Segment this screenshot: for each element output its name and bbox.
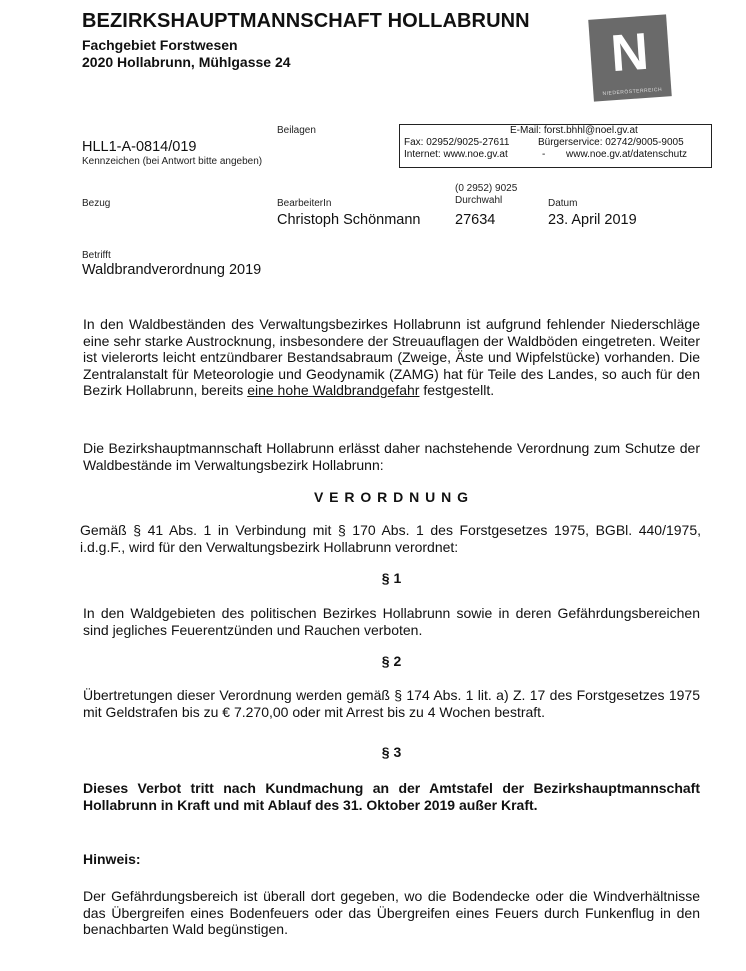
contact-datenschutz: www.noe.gv.at/datenschutz <box>566 149 687 160</box>
hinweis-heading: Hinweis: <box>83 851 141 867</box>
noe-logo-icon <box>588 14 672 101</box>
section-2-heading: § 2 <box>381 653 402 669</box>
hinweis-text: Der Gefährdungsbereich ist überall dort gegeben, wo die Bodendecke oder die Windverhältnisse das Übergreifen eines Bodenfeuers oder das Übergreifen eines Feuers durch Funkenflug in den benachbarten Wald begünstigen. <box>83 888 700 937</box>
kennzeichen-value: HLL1-A-0814/019 <box>82 139 197 155</box>
intro-text: In den Waldbeständen des Verwaltungsbezirkes Hollabrunn ist aufgrund fehlender Niederschläge eine sehr starke Austrocknung, insbesondere der Streuauflagen der Waldböden eingetreten. Weiter ist vielerorts leicht entzündbarer Bestandsabraum (Zweige, Äste und Wipfelstücke) vorhanden. Die Zentralanstalt für Meteorologie und Geodynamik (ZAMG) hat für Teile des Landes, so auch für den Bezirk Hollabrunn, bereits <box>83 316 700 398</box>
contact-internet: Internet: www.noe.gv.at <box>404 149 508 160</box>
intro-end: festgestellt. <box>419 382 495 398</box>
datum-label: Datum <box>548 198 578 209</box>
section-3-text: Dieses Verbot tritt nach Kundmachung an der Amtstafel der Bezirkshauptmannschaft Hollabrunn in Kraft und mit Ablauf des 31. Oktober 2019 außer Kraft. <box>83 780 700 813</box>
logo-caption: NIEDERÖSTERREICH <box>602 86 663 97</box>
verordnung-heading: V E R O R D N U N G <box>313 489 470 505</box>
durchwahl-label: Durchwahl <box>455 195 503 206</box>
logo-letter: N <box>608 22 651 84</box>
authority-title: BEZIRKSHAUPTMANNSCHAFT HOLLABRUNN <box>82 10 530 32</box>
section-3-heading: § 3 <box>381 744 402 760</box>
betrifft-label: Betrifft <box>82 250 111 261</box>
intro-paragraph <box>83 316 700 399</box>
bearbeiter-value: Christoph Schönmann <box>277 212 421 228</box>
durchwahl-value: 27634 <box>455 212 496 228</box>
contact-box <box>399 124 712 168</box>
contact-buergerservice: Bürgerservice: 02742/9005-9005 <box>538 137 684 148</box>
gemaess-paragraph: Gemäß § 41 Abs. 1 in Verbindung mit § 170 Abs. 1 des Forstgesetzes 1975, BGBl. 440/1975, i.d.g.F., wird für den Verwaltungsbezirk Hollabrunn verordnet: <box>80 522 701 555</box>
bearbeiter-label: BearbeiterIn <box>277 198 332 209</box>
phone-prefix: (0 2952) 9025 <box>455 183 518 194</box>
section-2-text: Übertretungen dieser Verordnung werden gemäß § 174 Abs. 1 lit. a) Z. 17 des Forstgesetzes 1975 mit Geldstrafen bis zu € 7.270,00 oder mit Arrest bis zu 4 Wochen bestraft. <box>83 687 700 720</box>
department-name: Fachgebiet Forstwesen <box>82 37 238 53</box>
betrifft-value: Waldbrandverordnung 2019 <box>82 262 262 278</box>
intro-underlined: eine hohe Waldbrandgefahr <box>247 382 420 398</box>
datum-value: 23. April 2019 <box>548 212 637 228</box>
section-1-text: In den Waldgebieten des politischen Bezirkes Hollabrunn sowie in deren Gefährdungsbereichen sind jegliches Feuerentzünden und Rauchen verboten. <box>83 605 700 638</box>
contact-fax: Fax: 02952/9025-27611 <box>404 137 510 148</box>
intro2-paragraph: Die Bezirkshauptmannschaft Hollabrunn erlässt daher nachstehende Verordnung zum Schutze der Waldbestände im Verwaltungsbezirk Hollabrunn: <box>83 440 700 473</box>
bezug-label: Bezug <box>82 198 111 209</box>
beilagen-label: Beilagen <box>277 125 316 136</box>
contact-email: E-Mail: forst.bhhl@noel.gv.at <box>510 125 638 136</box>
kennzeichen-label: Kennzeichen (bei Antwort bitte angeben) <box>82 156 263 167</box>
authority-address: 2020 Hollabrunn, Mühlgasse 24 <box>82 54 291 70</box>
contact-dash: - <box>542 149 546 160</box>
section-1-heading: § 1 <box>381 570 402 586</box>
